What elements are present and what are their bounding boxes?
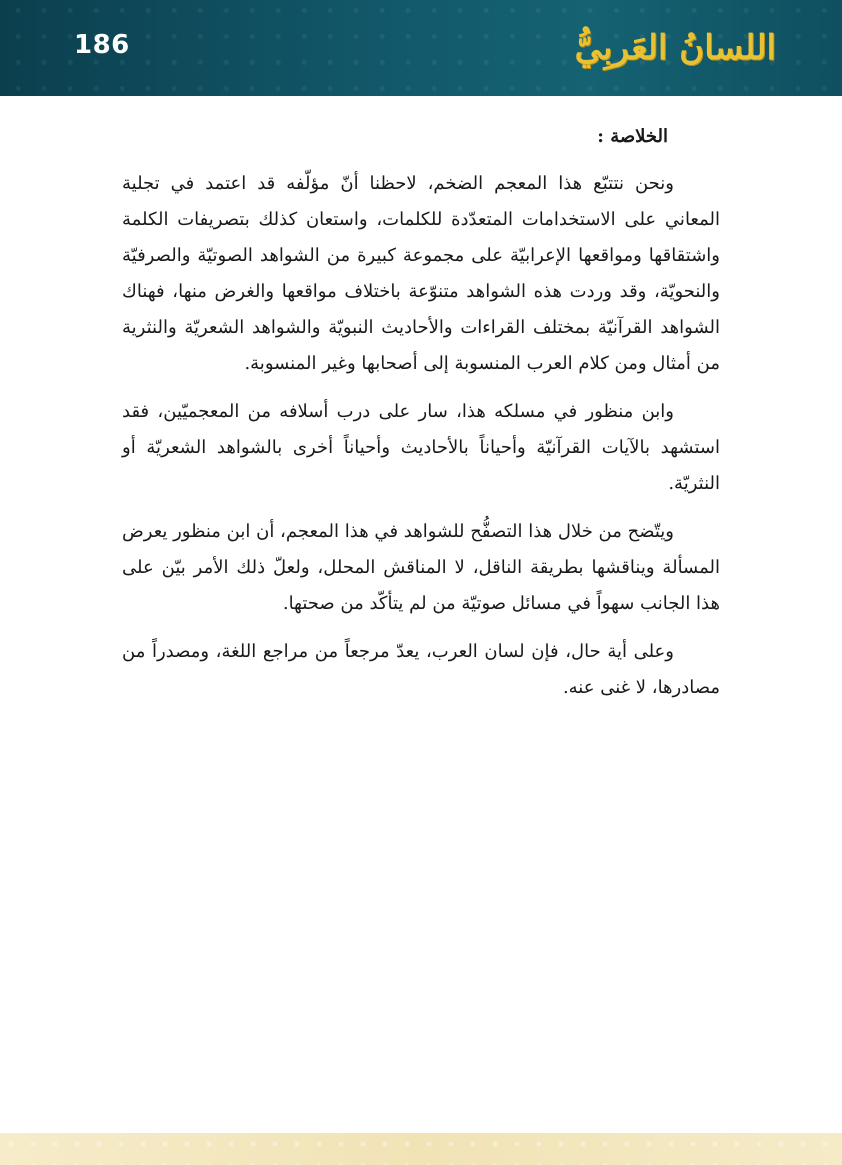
section-heading: الخلاصة : xyxy=(597,126,668,147)
journal-logo: اللسانُ العَربِيُّ xyxy=(574,28,776,68)
paragraph-4: وعلى أية حال، فإن لسان العرب، يعدّ مرجعاً من مراجع اللغة، ومصدراً من مصادرها، لا غنى عنه. xyxy=(122,641,720,698)
paragraph-1: ونحن نتتبّع هذا المعجم الضخم، لاحظنا أنّ مؤلّفه قد اعتمد في تجلية المعاني على الاستخدامات المتعدّدة للكلمات، واستعان كذلك بتصريفات الكلمة واشتقاقها ومواقعها الإعرابيّة على مجموعة كبيرة من الشواهد الصوتيّة والصرفيّة والنحويّة، وقد وردت هذه الشواهد متنوّعة باختلاف مواقعها والغرض منها، فهناك الشواهد القرآنيّة بمختلف القراءات والأحاديث النبويّة والشواهد الشعريّة والنثرية من أمثال ومن كلام العرب المنسوبة إلى أصحابها وغير المنسوبة. xyxy=(122,173,720,374)
article-body xyxy=(122,122,720,718)
page-number: 186 xyxy=(74,30,130,60)
paragraph-3: ويتّضح من خلال هذا التصفُّح للشواهد في هذا المعجم، أن ابن منظور يعرض المسألة ويناقشها بطريقة الناقل، لا المناقش المحلل، ولعلّ ذلك الأمر بيّن على هذا الجانب سهواً في مسائل صوتيّة من لم يتأكّد من صحتها. xyxy=(122,521,720,614)
paragraph-2: وابن منظور في مسلكه هذا، سار على درب أسلافه من المعجميّين، فقد استشهد بالآيات القرآنيّة وأحياناً بالأحاديث وأحياناً أخرى بالشواهد الشعريّة أو النثريّة. xyxy=(122,401,720,494)
page-header xyxy=(0,0,842,96)
page-footer-band xyxy=(0,1133,842,1165)
